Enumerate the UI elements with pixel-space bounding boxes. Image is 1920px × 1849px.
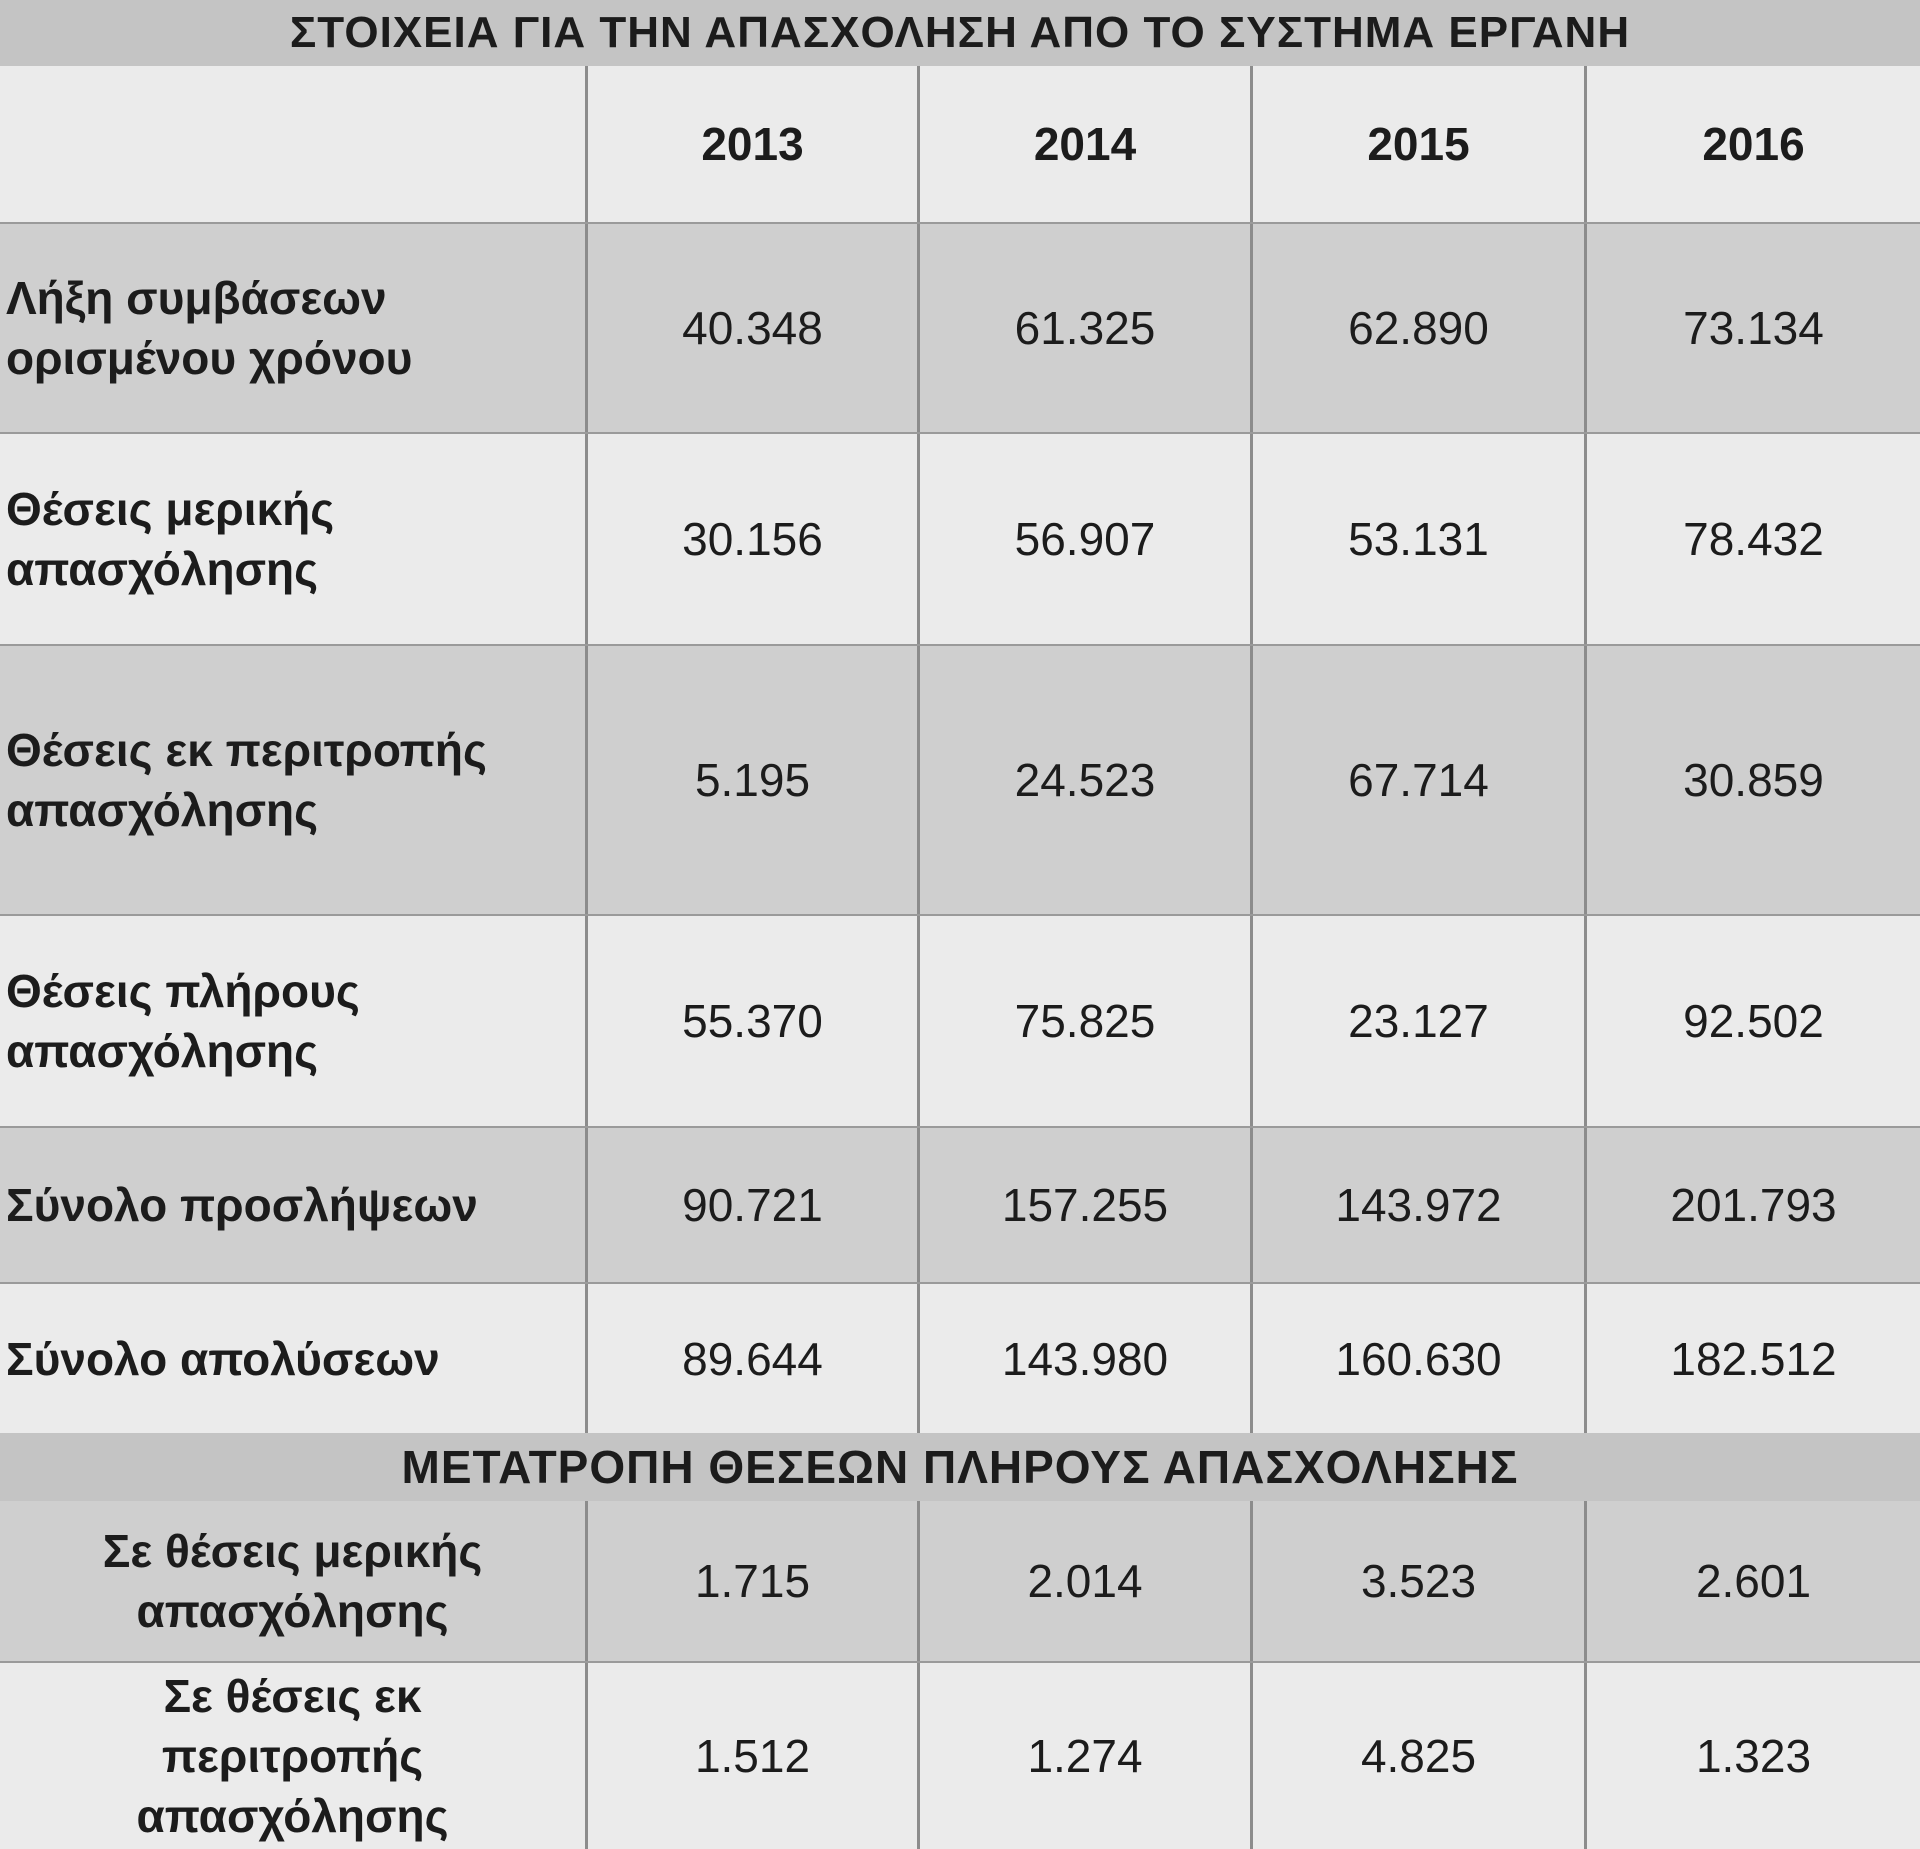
row-label-line: Σε θέσεις εκ	[163, 1670, 422, 1722]
row-label-line: Θέσεις πλήρους	[6, 965, 360, 1017]
value-cell: 30.156	[588, 434, 920, 644]
value-cell: 1.274	[920, 1663, 1253, 1849]
value-cell: 40.348	[588, 224, 920, 432]
table-row	[0, 222, 1920, 432]
row-label: Σύνολο προσλήψεων	[0, 1128, 588, 1282]
value-cell: 2.601	[1695, 1555, 1812, 1607]
value-cell: 3.523	[1253, 1501, 1587, 1661]
value-cell: 143.972	[1253, 1128, 1587, 1282]
value-cell: 160.630	[1253, 1284, 1587, 1433]
value-cell: 92.502	[1683, 995, 1824, 1047]
row-label	[0, 916, 588, 1126]
row-label-line: απασχόλησης	[6, 1025, 319, 1077]
row-label	[0, 224, 588, 432]
value-cell: 201.793	[1670, 1179, 1837, 1231]
value-cell: 182.512	[1670, 1332, 1837, 1385]
value-cell: 23.127	[1253, 916, 1587, 1126]
row-label-line: περιτροπής	[161, 1730, 424, 1782]
value-cell: 67.714	[1253, 646, 1587, 914]
row-label: Σύνολο απολύσεων	[0, 1284, 588, 1433]
row-label	[0, 434, 588, 644]
value-cell: 89.644	[588, 1284, 920, 1433]
value-cell: 62.890	[1253, 224, 1587, 432]
row-label-line: ορισμένου χρόνου	[6, 332, 413, 384]
table-row	[0, 914, 1920, 1126]
conversion-section-title: ΜΕΤΑΤΡΟΠΗ ΘΕΣΕΩΝ ΠΛΗΡΟΥΣ ΑΠΑΣΧΟΛΗΣΗΣ	[0, 1433, 1920, 1501]
row-label	[0, 1663, 588, 1849]
row-label	[0, 1501, 588, 1661]
value-cell: 55.370	[588, 916, 920, 1126]
value-cell: 30.859	[1683, 754, 1824, 806]
value-cell: 143.980	[920, 1284, 1253, 1433]
row-label-line: απασχόλησης	[136, 1790, 449, 1842]
value-cell: 157.255	[920, 1128, 1253, 1282]
value-cell: 1.323	[1695, 1730, 1812, 1782]
value-cell: 24.523	[920, 646, 1253, 914]
row-label	[0, 646, 588, 914]
year-header-2016: 2016	[1702, 118, 1805, 170]
table-row	[0, 644, 1920, 914]
value-cell: 5.195	[588, 646, 920, 914]
value-cell: 73.134	[1683, 302, 1824, 354]
table-row	[0, 1126, 1920, 1282]
year-header-2014: 2014	[920, 66, 1253, 222]
table-row	[0, 432, 1920, 644]
corner-cell	[0, 66, 588, 222]
row-label-line: απασχόλησης	[6, 543, 319, 595]
row-label-line: απασχόλησης	[136, 1585, 449, 1637]
row-label-line: Θέσεις εκ περιτροπής	[6, 724, 487, 776]
value-cell: 56.907	[920, 434, 1253, 644]
value-cell: 1.512	[588, 1663, 920, 1849]
table-title: ΣΤΟΙΧΕΙΑ ΓΙΑ ΤΗΝ ΑΠΑΣΧΟΛΗΣΗ ΑΠΟ ΤΟ ΣΥΣΤΗΜΑ ΕΡΓΑΝΗ	[0, 0, 1920, 66]
year-header-2013: 2013	[588, 66, 920, 222]
row-label-line: Σε θέσεις μερικής	[102, 1525, 483, 1577]
value-cell: 1.715	[588, 1501, 920, 1661]
table-row	[0, 1282, 1920, 1433]
table-row	[0, 1501, 1920, 1661]
table-row	[0, 1661, 1920, 1849]
value-cell: 53.131	[1253, 434, 1587, 644]
value-cell: 4.825	[1253, 1663, 1587, 1849]
row-label-line: Λήξη συμβάσεων	[6, 272, 387, 324]
year-header-2015: 2015	[1253, 66, 1587, 222]
value-cell: 75.825	[920, 916, 1253, 1126]
value-cell: 78.432	[1683, 513, 1824, 565]
row-label-line: απασχόλησης	[6, 784, 319, 836]
value-cell: 90.721	[588, 1128, 920, 1282]
value-cell: 61.325	[920, 224, 1253, 432]
year-header-row	[0, 66, 1920, 222]
value-cell: 2.014	[920, 1501, 1253, 1661]
row-label-line: Θέσεις μερικής	[6, 483, 335, 535]
